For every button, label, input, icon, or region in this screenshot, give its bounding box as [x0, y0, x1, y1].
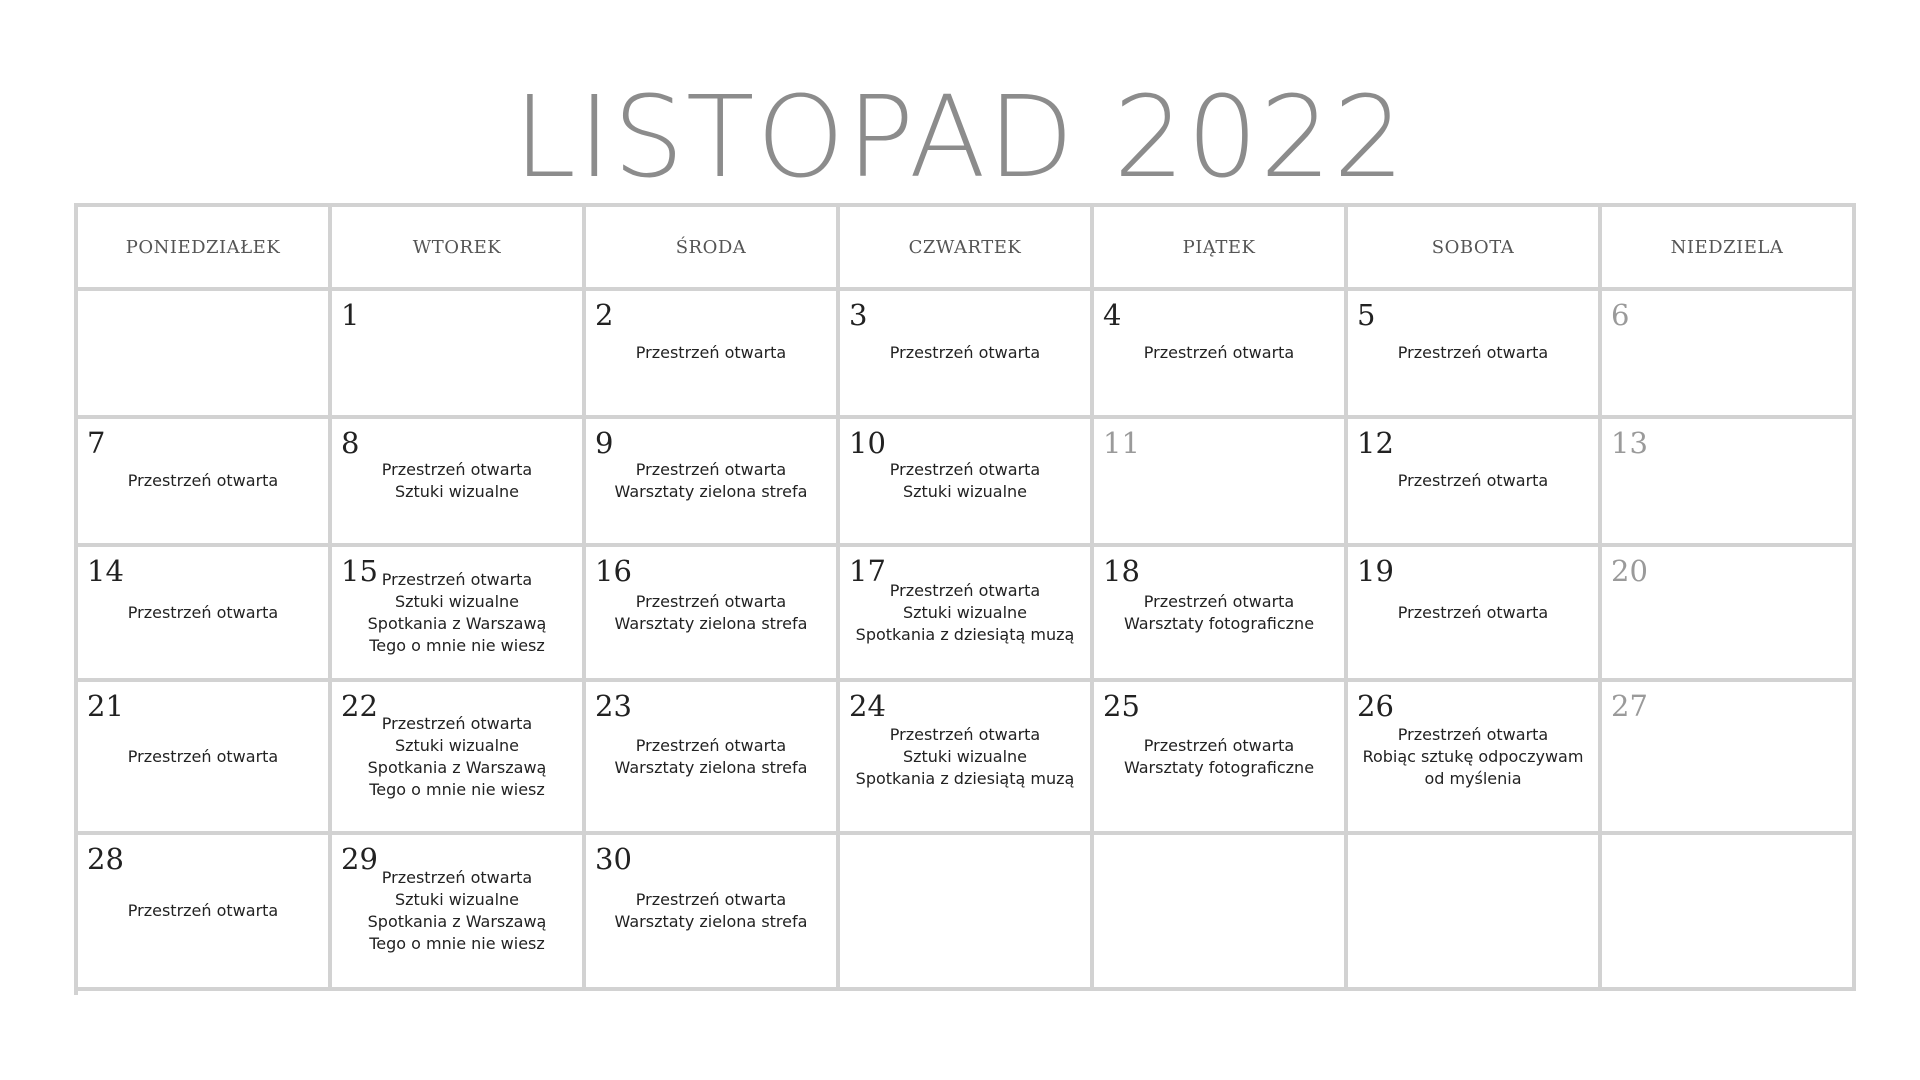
day-cell[interactable]	[332, 291, 586, 419]
event-item: Przestrzeń otwarta	[635, 460, 787, 479]
day-cell[interactable]	[840, 547, 1094, 682]
event-item: od myślenia	[1424, 768, 1522, 788]
event-item: Przestrzeń otwarta	[1143, 591, 1295, 611]
day-cell[interactable]	[1602, 291, 1856, 419]
event-item: Przestrzeń otwarta	[635, 735, 787, 755]
day-number: 1	[341, 298, 360, 332]
day-cell[interactable]	[78, 419, 332, 547]
event-list	[332, 835, 582, 987]
event-item: Przestrzeń otwarta	[1397, 602, 1549, 622]
day-cell[interactable]	[586, 547, 840, 682]
day-number: 27	[1611, 689, 1648, 723]
event-list	[840, 291, 1090, 415]
event-list	[332, 547, 582, 678]
day-number: 14	[87, 554, 124, 588]
event-item: Spotkania z Warszawą	[367, 613, 547, 633]
event-list	[78, 682, 328, 831]
event-list	[840, 419, 1090, 543]
calendar-grid	[74, 203, 1856, 995]
day-number: 8	[341, 426, 360, 460]
event-item: Warsztaty zielona strefa	[614, 482, 808, 501]
event-item: Przestrzeń otwarta	[1143, 343, 1295, 362]
event-item: Tego o mnie nie wiesz	[369, 934, 545, 953]
event-list	[1348, 291, 1598, 415]
event-list	[1348, 682, 1598, 831]
event-item: Przestrzeń otwarta	[381, 868, 533, 887]
day-number: 13	[1611, 426, 1648, 460]
day-number: 17	[849, 554, 886, 588]
day-number: 23	[595, 689, 632, 723]
day-cell[interactable]	[78, 835, 332, 991]
day-cell[interactable]	[1348, 682, 1602, 835]
event-list	[1348, 547, 1598, 678]
event-item: Warsztaty zielona strefa	[614, 912, 808, 931]
day-number: 6	[1611, 298, 1630, 332]
day-number: 3	[849, 298, 868, 332]
event-item: Warsztaty zielona strefa	[614, 613, 808, 633]
event-list	[586, 291, 836, 415]
empty-day-cell	[1602, 835, 1856, 991]
calendar-title: LISTOPAD 2022	[513, 73, 1407, 203]
event-item: Przestrzeń otwarta	[381, 713, 533, 733]
event-item: Przestrzeń otwarta	[635, 591, 787, 611]
day-number: 7	[87, 426, 106, 460]
event-list	[332, 682, 582, 831]
empty-day-cell	[78, 291, 332, 419]
event-item: Warsztaty fotograficzne	[1123, 757, 1315, 777]
day-number: 19	[1357, 554, 1394, 588]
day-cell[interactable]	[78, 547, 332, 682]
weekday-header: SOBOTA	[1348, 207, 1602, 291]
day-number: 5	[1357, 298, 1376, 332]
event-item: Warsztaty zielona strefa	[614, 757, 808, 777]
event-item: Spotkania z dziesiątą muzą	[855, 624, 1075, 644]
day-number: 9	[595, 426, 614, 460]
day-cell[interactable]	[586, 419, 840, 547]
event-item: Spotkania z Warszawą	[367, 757, 547, 777]
weekday-header: CZWARTEK	[840, 207, 1094, 291]
day-cell[interactable]	[840, 682, 1094, 835]
day-number: 20	[1611, 554, 1648, 588]
event-item: Tego o mnie nie wiesz	[369, 779, 545, 799]
weekday-header: ŚRODA	[586, 207, 840, 291]
event-item: Spotkania z Warszawą	[367, 912, 547, 931]
day-cell[interactable]	[332, 419, 586, 547]
event-list	[586, 547, 836, 678]
day-cell[interactable]	[332, 547, 586, 682]
day-cell[interactable]	[1348, 291, 1602, 419]
day-number: 26	[1357, 689, 1394, 723]
event-list	[1094, 682, 1344, 831]
day-number: 24	[849, 689, 886, 723]
day-cell[interactable]	[1094, 291, 1348, 419]
weekday-header: NIEDZIELA	[1602, 207, 1856, 291]
event-item: Sztuki wizualne	[902, 602, 1028, 622]
event-item: Sztuki wizualne	[394, 482, 520, 501]
event-item: Przestrzeń otwarta	[127, 602, 279, 622]
day-cell[interactable]	[1602, 547, 1856, 682]
event-item: Przestrzeń otwarta	[889, 724, 1041, 744]
empty-day-cell	[840, 835, 1094, 991]
day-cell[interactable]	[586, 835, 840, 991]
event-item: Przestrzeń otwarta	[635, 343, 787, 362]
day-cell[interactable]	[586, 291, 840, 419]
event-item: Sztuki wizualne	[902, 482, 1028, 501]
day-cell[interactable]	[1348, 547, 1602, 682]
event-item: Przestrzeń otwarta	[1397, 343, 1549, 362]
day-cell[interactable]	[1348, 419, 1602, 547]
empty-day-cell	[1094, 835, 1348, 991]
day-cell[interactable]	[1602, 682, 1856, 835]
day-number: 30	[595, 842, 632, 876]
day-cell[interactable]	[332, 682, 586, 835]
event-list	[78, 547, 328, 678]
event-item: Przestrzeń otwarta	[127, 471, 279, 490]
event-list	[1094, 547, 1344, 678]
day-number: 11	[1103, 426, 1140, 460]
event-item: Przestrzeń otwarta	[127, 746, 279, 766]
event-list	[586, 682, 836, 831]
day-number: 21	[87, 689, 124, 723]
event-item: Przestrzeń otwarta	[1397, 724, 1549, 744]
event-list	[840, 682, 1090, 831]
event-item: Przestrzeń otwarta	[381, 460, 533, 479]
empty-day-cell	[1348, 835, 1602, 991]
weekday-header: PONIEDZIAŁEK	[78, 207, 332, 291]
day-number: 2	[595, 298, 614, 332]
event-item: Przestrzeń otwarta	[1143, 735, 1295, 755]
day-cell[interactable]	[332, 835, 586, 991]
day-number: 16	[595, 554, 632, 588]
day-number: 10	[849, 426, 886, 460]
day-number: 22	[341, 689, 378, 723]
day-number: 15	[341, 554, 378, 588]
day-number: 25	[1103, 689, 1140, 723]
day-number: 29	[341, 842, 378, 876]
event-item: Tego o mnie nie wiesz	[369, 635, 545, 655]
event-item: Robiąc sztukę odpoczywam	[1362, 746, 1584, 766]
event-item: Sztuki wizualne	[394, 735, 520, 755]
event-list	[586, 419, 836, 543]
day-number: 18	[1103, 554, 1140, 588]
event-item: Przestrzeń otwarta	[889, 460, 1041, 479]
event-item: Warsztaty fotograficzne	[1123, 613, 1315, 633]
day-cell[interactable]	[1094, 547, 1348, 682]
weekday-header: WTOREK	[332, 207, 586, 291]
event-item: Sztuki wizualne	[902, 746, 1028, 766]
event-item: Sztuki wizualne	[394, 591, 520, 611]
event-item: Przestrzeń otwarta	[1397, 471, 1549, 490]
event-list	[1094, 291, 1344, 415]
event-item: Przestrzeń otwarta	[635, 890, 787, 909]
day-cell[interactable]	[840, 419, 1094, 547]
day-cell[interactable]	[840, 291, 1094, 419]
weekday-header: PIĄTEK	[1094, 207, 1348, 291]
event-item: Przestrzeń otwarta	[127, 901, 279, 920]
event-list	[78, 419, 328, 543]
event-item: Przestrzeń otwarta	[381, 569, 533, 589]
event-item: Przestrzeń otwarta	[889, 580, 1041, 600]
event-list	[840, 547, 1090, 678]
event-list	[586, 835, 836, 987]
event-list	[78, 835, 328, 987]
day-cell[interactable]	[78, 682, 332, 835]
event-item: Spotkania z dziesiątą muzą	[855, 768, 1075, 788]
day-cell[interactable]	[586, 682, 840, 835]
day-cell[interactable]	[1094, 682, 1348, 835]
day-number: 12	[1357, 426, 1394, 460]
event-list	[332, 419, 582, 543]
event-item: Przestrzeń otwarta	[889, 343, 1041, 362]
day-cell[interactable]	[1094, 419, 1348, 547]
event-list	[1348, 419, 1598, 543]
event-item: Sztuki wizualne	[394, 890, 520, 909]
day-number: 4	[1103, 298, 1122, 332]
day-number: 28	[87, 842, 124, 876]
day-cell[interactable]	[1602, 419, 1856, 547]
